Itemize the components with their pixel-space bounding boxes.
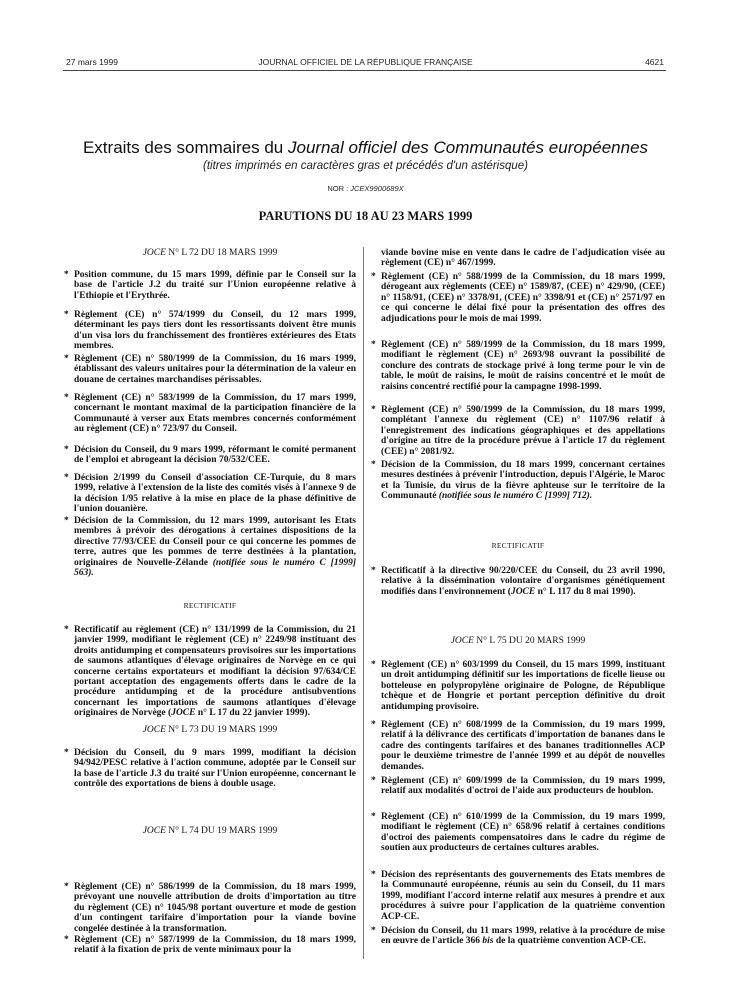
list-item	[64, 625, 356, 719]
page-title-prefix: Extraits des sommaires du	[82, 138, 288, 157]
section-joce-italic: JOCE	[142, 248, 166, 258]
list-item	[64, 445, 356, 466]
section-heading-l72	[64, 248, 356, 258]
section-joce-italic: JOCE	[142, 725, 166, 735]
bullet-star: *	[64, 310, 69, 320]
header-date: 27 mars 1999	[66, 57, 118, 67]
list-item	[64, 516, 356, 578]
list-item	[371, 272, 665, 324]
list-item	[371, 870, 665, 922]
entry-text-end: n° L 117 du 8 mai 1990).	[535, 586, 636, 597]
entry-text	[74, 625, 356, 719]
bullet-star: *	[371, 340, 376, 350]
entry-text: Règlement (CE) n° 574/1999 du Conseil, du 12 mars 1999, déterminant les pays tiers dont les ressortissants doivent être munis d'un visa lors du franchissement des frontières extérieures des Etats membres.	[74, 310, 356, 352]
bullet-star: *	[371, 720, 376, 730]
entry-text-italic: (notifiée sous le numéro C [1999] 712).	[438, 491, 593, 502]
entry-text	[381, 460, 665, 502]
entry-text-end: n° L 17 du 22 janvier 1999).	[195, 708, 310, 719]
entry-text: Règlement (CE) n° 586/1999 de la Commission, du 18 mars 1999, prévoyant une nouvelle attribution de droits d'importation au titre du règlement (CE) n° 1045/98 portant ouverture et mode de gestion d'un contingent tarifaire d'importation pour la viande bovine congelée destinée à la transformation.	[74, 882, 356, 934]
entry-text: Décision des représentants des gouvernements des Etats membres de la Communauté européenne, réunis au sein du Conseil, du 11 mars 1999, modifiant l'accord interne relatif aux mesures à prendre et aux procédures à suivre pour l'application de la quatrième convention ACP-CE.	[381, 870, 665, 922]
bullet-star: *	[64, 935, 69, 945]
bullet-star: *	[371, 660, 376, 670]
entry-text: Règlement (CE) n° 588/1999 de la Commission, du 18 mars 1999, dérogeant aux règlements (CEE) n° 1589/87, (CEE) n° 429/90, (CEE) n° 1158/91, (CEE) n° 3378/91, (CEE) n° 3398/91 et (CE) n° 2571/97 en ce qui concerne le délai fixé pour la présentation des offres des adjudications pour le mois de mai 1999.	[381, 272, 665, 324]
section-joce-italic: JOCE	[450, 636, 474, 646]
header-journal-title: JOURNAL OFFICIEL DE LA RÉPUBLIQUE FRANÇAISE	[258, 57, 473, 67]
nor-label: NOR :	[327, 184, 351, 193]
nor-code: JCEX9900689X	[350, 184, 404, 193]
section-heading-l74	[64, 826, 356, 836]
bullet-star: *	[64, 473, 69, 483]
section-heading-text: N° L 74 DU 19 MARS 1999	[165, 826, 278, 836]
section-heading-text: N° L 72 DU 18 MARS 1999	[165, 248, 278, 258]
bullet-star: *	[64, 625, 69, 635]
list-item	[64, 882, 356, 934]
list-item	[64, 473, 356, 515]
bullet-star: *	[371, 566, 376, 576]
entry-text-main: Décision de la Commission, du 12 mars 1999, autorisant les Etats membres à prévoir des dérogations à certaines dispositions de la directive 77/93/CEE du Conseil pour ce qui concerne les pommes de terre, autres que les pommes de terre destinées à la plantation, originaires de Nouvelle-Zélande	[74, 516, 356, 568]
list-item	[371, 812, 665, 854]
bullet-star: *	[64, 393, 69, 403]
page-title-italic: Journal officiel des Communautés européennes	[287, 138, 649, 157]
entry-text: Règlement (CE) n° 587/1999 de la Commission, du 18 mars 1999, relatif à la fixation de prix de vente minimaux pour la	[74, 935, 356, 956]
bullet-star: *	[64, 516, 69, 526]
entry-text: Règlement (CE) n° 583/1999 de la Commission, du 17 mars 1999, concernant le montant maximal de la participation financière de la Communauté à verser aux Etats membres concernés conformément au règlement (CE) n° 723/97 du Conseil.	[74, 393, 356, 435]
list-item	[64, 270, 356, 301]
list-item	[64, 310, 356, 352]
bullet-star: *	[371, 812, 376, 822]
list-item	[371, 460, 665, 502]
bullet-star: *	[371, 272, 376, 282]
entry-text: Règlement (CE) n° 590/1999 de la Commission, du 18 mars 1999, complétant l'annexe du règlement (CE) n° 1107/96 relatif à l'enregistrement des indications géographiques et des appellations d'origine au titre de la procédure prévue à l'article 17 du règlement (CEE) n° 2081/92.	[381, 405, 665, 457]
bullet-star: *	[64, 354, 69, 364]
column-divider	[363, 247, 364, 959]
entry-text: viande bovine mise en vente dans le cadre de l'adjudication visée au règlement (CE) n° 467/1999.	[381, 248, 665, 269]
list-item	[64, 354, 356, 385]
bullet-star: *	[64, 445, 69, 455]
list-item	[371, 566, 665, 597]
list-item	[371, 776, 665, 797]
entry-text-italic: (notifiée sous le numéro C [1999] 563).	[74, 557, 357, 579]
entry-text: Décision du Conseil, du 9 mars 1999, réformant le comité permanent de l'emploi et abrogeant la décision 70/532/CEE.	[74, 445, 356, 466]
entry-text-italic: JOCE	[171, 708, 196, 719]
entry-text: Règlement (CE) n° 603/1999 du Conseil, du 15 mars 1999, instituant un droit antidumping définitif sur les importations de ficelle lieuse ou botteleuse en polypropylène originaire de Pologne, de République tchèque et de Hongrie et portant perception définitive du droit antidumping provisoire.	[381, 660, 665, 712]
nor-reference	[0, 184, 731, 193]
bullet-star: *	[371, 776, 376, 786]
page-title	[0, 138, 731, 158]
bullet-star: *	[371, 460, 376, 470]
entry-text: Règlement (CE) n° 580/1999 de la Commission, du 16 mars 1999, établissant des valeurs unitaires pour la détermination de la valeur en douane de certaines marchandises périssables.	[74, 354, 356, 385]
bullet-star: *	[64, 882, 69, 892]
list-item	[371, 926, 665, 947]
bullet-star: *	[64, 270, 69, 280]
bullet-star: *	[371, 926, 376, 936]
header-rule	[63, 70, 666, 71]
entry-text-main: Décision du Conseil, du 11 mars 1999, relative à la procédure de mise en œuvre de l'article 366	[381, 926, 665, 947]
entry-text-italic: JOCE	[510, 586, 536, 597]
section-heading-text: N° L 73 DU 19 MARS 1999	[165, 725, 278, 735]
entry-text-main: Décision de la Commission, du 18 mars 1999, concernant certaines mesures destinées à prévenir l'introduction, depuis l'Algérie, le Maroc et la Tunisie, du virus de la fièvre aphteuse sur le territoire de la Communauté	[381, 460, 665, 502]
list-item	[371, 340, 665, 392]
rectificatif-heading: RECTIFICATIF	[491, 541, 545, 550]
list-item-continuation	[371, 248, 665, 269]
entry-text: Décision du Conseil, du 9 mars 1999, modifiant la décision 94/942/PESC relative à l'action commune, adoptée par le Conseil sur la base de l'article J.3 du traité sur l'Union européenne, concernant le contrôle des exportations de biens à double usage.	[74, 748, 356, 790]
bullet-star: *	[371, 405, 376, 415]
section-joce-italic: JOCE	[142, 826, 166, 836]
entry-text-end: de la quatrième convention ACP-CE.	[493, 936, 647, 947]
list-item	[371, 660, 665, 712]
entry-text	[381, 566, 665, 597]
list-item	[371, 405, 665, 457]
entry-text-main: Rectificatif au règlement (CE) n° 131/1999 de la Commission, du 21 janvier 1999, modifiant le règlement (CE) n° 2249/98 instituant des droits antidumping et compensateurs provisoires sur les importations de saumons atlantiques d'élevage originaires de Norvège en ce qui concerne certains exportateurs et modifiant la décision 97/634/CE portant acceptation des engagements offerts dans le cadre de la procédure antidumping et de la procédure antisubventions concernant les importations de saumons atlantiques d'élevage originaires de Norvège (	[74, 625, 356, 719]
list-item	[64, 393, 356, 435]
bullet-star: *	[371, 870, 376, 880]
entry-text-italic: bis	[482, 936, 494, 947]
rectificatif-heading: RECTIFICATIF	[183, 601, 237, 610]
entry-text: Position commune, du 15 mars 1999, définie par le Conseil sur la base de l'article J.2 du traité sur l'Union européenne relative à l'Ethiopie et l'Erythrée.	[74, 270, 356, 301]
section-heading-text: N° L 75 DU 20 MARS 1999	[473, 636, 586, 646]
entry-text	[74, 516, 356, 578]
section-heading-l75	[371, 636, 665, 646]
entry-text: Règlement (CE) n° 608/1999 de la Commission, du 19 mars 1999, relatif à la délivrance des certificats d'importation de bananes dans le cadre des contingents tarifaires et des bananes traditionnelles ACP pour le deuxième trimestre de l'année 1999 et au dépôt de nouvelles demandes.	[381, 720, 665, 772]
entry-text: Règlement (CE) n° 609/1999 de la Commission, du 19 mars 1999, relatif aux modalités d'octroi de l'aide aux producteurs de houblon.	[381, 776, 665, 797]
bullet-star: *	[64, 748, 69, 758]
list-item	[64, 748, 356, 790]
entry-text	[381, 926, 665, 947]
header-page-number: 4621	[645, 57, 664, 67]
list-item	[64, 935, 356, 956]
list-item	[371, 720, 665, 772]
entry-text-main: Rectificatif à la directive 90/220/CEE du Conseil, du 23 avril 1990, relative à la dissémination volontaire d'organismes génétiquement modifiés dans l'environnement (	[381, 566, 665, 597]
parutions-heading: PARUTIONS DU 18 AU 23 MARS 1999	[258, 209, 473, 223]
entry-text: Règlement (CE) n° 610/1999 de la Commission, du 19 mars 1999, modifiant le règlement (CE) n° 658/96 relatif à certaines conditions d'octroi des paiements compensatoires dans le cadre du régime de soutien aux producteurs de certaines cultures arables.	[381, 812, 665, 854]
entry-text: Décision 2/1999 du Conseil d'association CE-Turquie, du 8 mars 1999, relative à l'extension de la liste des comités visés à l'annexe 9 de la décision 1/95 relative à la mise en place de la phase définitive de l'union douanière.	[74, 473, 356, 515]
section-heading-l73	[64, 725, 356, 735]
entry-text: Règlement (CE) n° 589/1999 de la Commission, du 18 mars 1999, modifiant le règlement (CE) n° 2693/98 ouvrant la possibilité de conclure des contrats de stockage privé à long terme pour le vin de table, le moût de raisins, le moût de raisins concentré et le moût de raisins concentré rectifié pour la campagne 1998-1999.	[381, 340, 665, 392]
page-subtitle: (titres imprimés en caractères gras et précédés d'un astérisque)	[203, 160, 528, 172]
